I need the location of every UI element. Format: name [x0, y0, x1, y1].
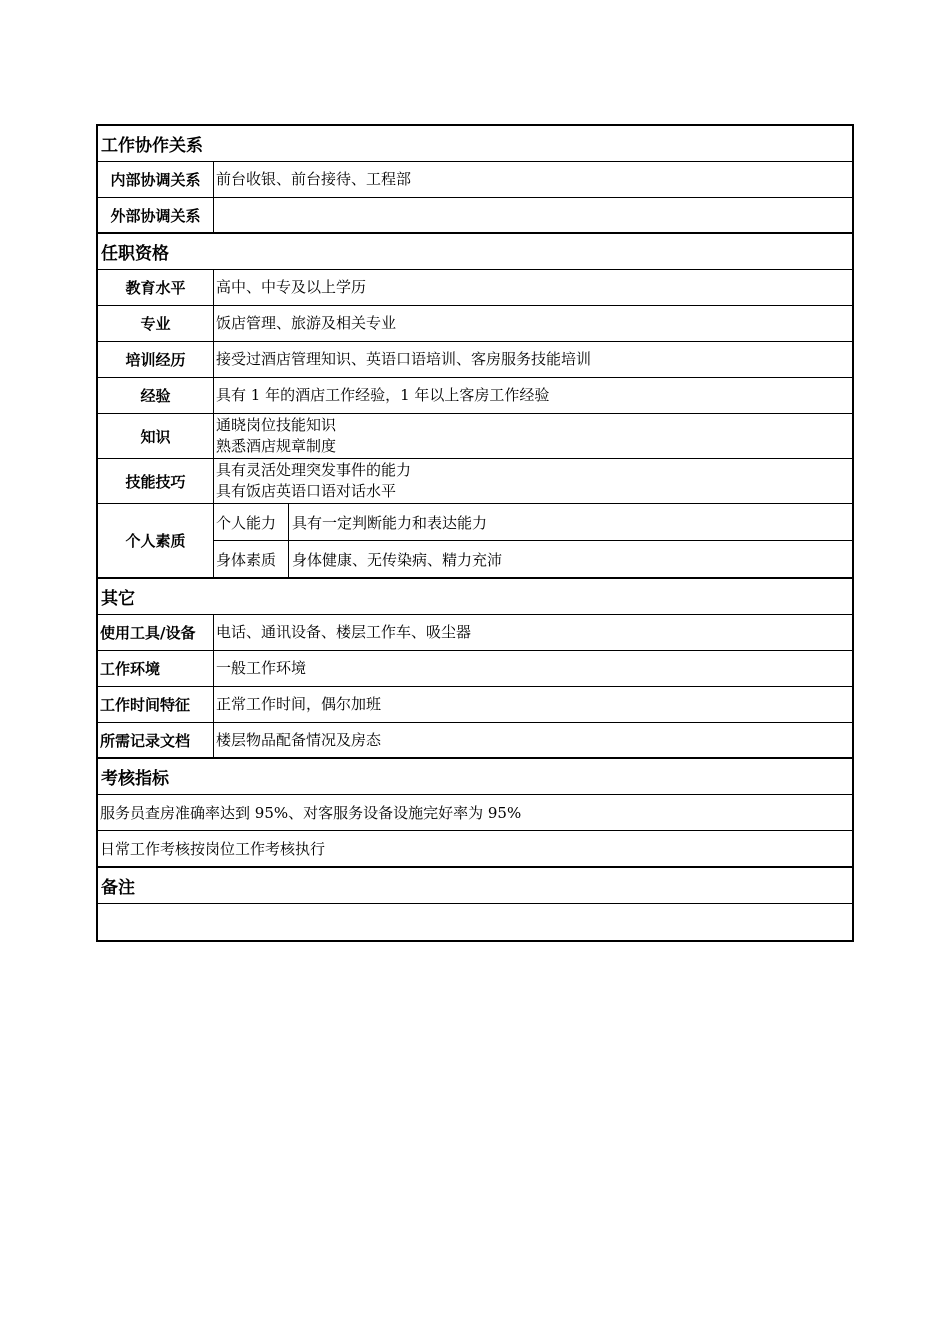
row-label: 使用工具/设备 [98, 615, 214, 650]
section-cooperation [98, 126, 852, 162]
group-label: 个人素质 [98, 504, 214, 577]
skills-row [98, 459, 852, 504]
row-value [214, 459, 852, 503]
remarks-row [98, 904, 852, 940]
section-assessment [98, 759, 852, 795]
row-value: 饭店管理、旅游及相关专业 [216, 314, 397, 332]
row-value [214, 198, 852, 232]
sub-value: 身体健康、无传染病、精力充沛 [292, 550, 503, 569]
sub-label: 个人能力 [214, 504, 289, 540]
row-value: 具有 1 年的酒店工作经验，1 年以上客房工作经验 [216, 386, 550, 404]
assessment-row [98, 831, 852, 868]
value-line: 熟悉酒店规章制度 [216, 437, 337, 455]
sub-label: 身体素质 [214, 541, 289, 577]
section-title: 任职资格 [101, 244, 169, 264]
records-row [98, 723, 852, 759]
job-description-table [96, 124, 854, 942]
physical-subrow [214, 540, 852, 577]
row-value: 正常工作时间，偶尔加班 [216, 695, 382, 713]
row-label: 技能技巧 [98, 459, 214, 503]
tools-row [98, 615, 852, 651]
section-title: 其它 [101, 589, 135, 609]
row-value: 楼层物品配备情况及房态 [216, 730, 382, 749]
section-other [98, 579, 852, 615]
education-row [98, 270, 852, 306]
row-label: 知识 [98, 414, 214, 458]
section-title: 考核指标 [101, 769, 169, 789]
knowledge-row [98, 414, 852, 459]
section-title: 备注 [101, 878, 135, 898]
group-rows [214, 504, 852, 577]
row-value: 电话、通讯设备、楼层工作车、吸尘器 [216, 623, 472, 641]
row-value [214, 414, 852, 458]
row-label: 外部协调关系 [98, 198, 214, 232]
training-row [98, 342, 852, 378]
internal-coordination-row [98, 162, 852, 198]
row-label: 内部协调关系 [98, 162, 214, 197]
section-title: 工作协作关系 [101, 136, 203, 156]
remarks-value [98, 904, 852, 940]
row-label: 所需记录文档 [98, 723, 214, 757]
section-qualification [98, 234, 852, 270]
assessment-row [98, 795, 852, 831]
sub-value: 具有一定判断能力和表达能力 [292, 513, 488, 532]
row-label: 培训经历 [98, 342, 214, 377]
assessment-line: 日常工作考核按岗位工作考核执行 [100, 840, 326, 858]
environment-row [98, 651, 852, 687]
value-line: 具有灵活处理突发事件的能力 [216, 461, 412, 479]
major-row [98, 306, 852, 342]
row-label: 专业 [98, 306, 214, 341]
external-coordination-row [98, 198, 852, 234]
row-label: 工作时间特征 [98, 687, 214, 722]
assessment-line: 服务员查房准确率达到 95%、对客服务设备设施完好率为 95% [100, 804, 522, 822]
section-remarks [98, 868, 852, 904]
row-label: 工作环境 [98, 651, 214, 686]
row-value: 一般工作环境 [216, 659, 307, 677]
row-label: 教育水平 [98, 270, 214, 305]
work-hours-row [98, 687, 852, 723]
row-label: 经验 [98, 378, 214, 413]
row-value: 前台收银、前台接待、工程部 [216, 170, 412, 188]
ability-subrow [214, 504, 852, 540]
value-line: 通晓岗位技能知识 [216, 416, 337, 434]
row-value: 接受过酒店管理知识、英语口语培训、客房服务技能培训 [216, 350, 592, 368]
personal-quality-group [98, 504, 852, 579]
value-line: 具有饭店英语口语对话水平 [216, 482, 397, 500]
row-value: 高中、中专及以上学历 [216, 278, 367, 296]
experience-row [98, 378, 852, 414]
